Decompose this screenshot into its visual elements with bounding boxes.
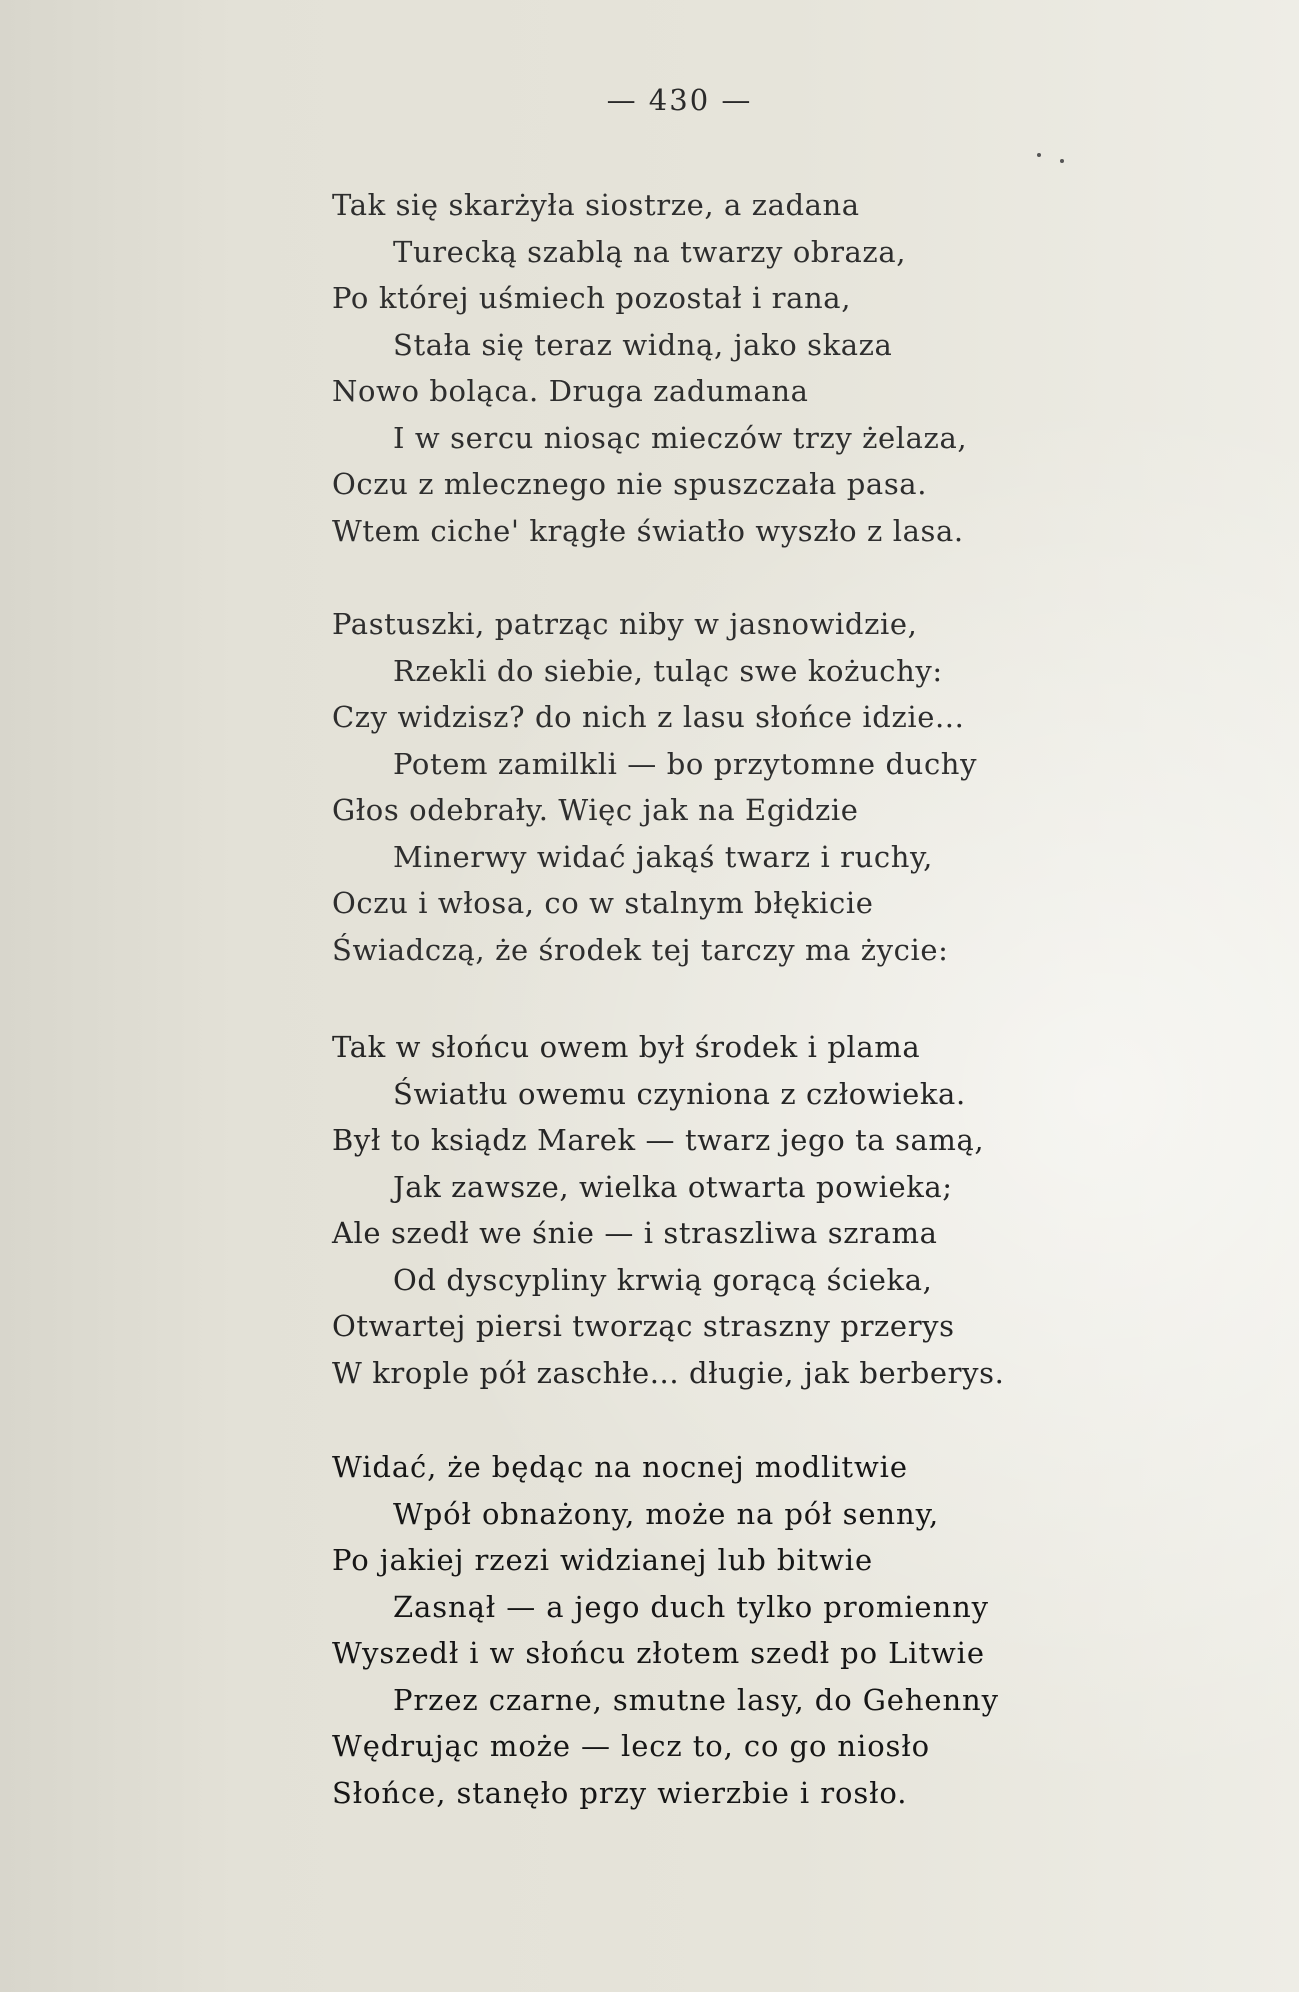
verse-line: Wędrując może — lecz to, co go niosło [332, 1729, 930, 1763]
print-speck [1037, 153, 1041, 157]
stanza [332, 601, 977, 973]
verse-line: Wyszedł i w słońcu złotem szedł po Litwie [332, 1636, 985, 1670]
verse-line: Nowo boląca. Druga zadumana [332, 374, 809, 408]
verse-line: Czy widzisz? do nich z lasu słońce idzie... [332, 700, 965, 734]
verse-line: Wpół obnażony, może na pół senny, [393, 1496, 940, 1531]
stanza [332, 1024, 1004, 1396]
verse-line: Głos odebrały. Więc jak na Egidzie [332, 793, 859, 827]
verse-line: Minerwy widać jakąś twarz i ruchy, [393, 839, 933, 874]
verse-line: Stała się teraz widną, jako skaza [393, 327, 893, 362]
verse-line: Światłu owemu czyniona z człowieka. [393, 1076, 966, 1111]
verse-line: Świadczą, że środek tej tarczy ma życie: [332, 932, 949, 967]
verse-line: Pastuszki, patrząc niby w jasnowidzie, [332, 607, 918, 641]
verse-line: Oczu z mlecznego nie spuszczała pasa. [332, 467, 928, 501]
print-speck [1060, 159, 1064, 163]
verse-line: Tak się skarżyła siostrze, a zadana [332, 188, 860, 222]
verse-line: Potem zamilkli — bo przytomne duchy [393, 746, 978, 781]
verse-line: Oczu i włosa, co w stalnym błękicie [332, 886, 874, 920]
verse-line: I w sercu niosąc mieczów trzy żelaza, [393, 420, 968, 455]
verse-line: Ale szedł we śnie — i straszliwa szrama [332, 1216, 938, 1250]
verse-line: Tak w słońcu owem był środek i plama [332, 1030, 921, 1064]
verse-line: Wtem ciche' krągłe światło wyszło z lasa. [332, 513, 964, 548]
verse-line: Turecką szablą na twarzy obraza, [393, 234, 907, 269]
page-number: — 430 — [606, 83, 753, 117]
verse-line: Jak zawsze, wielka otwarta powieka; [393, 1169, 953, 1204]
verse-line: Był to ksiądz Marek — twarz jego ta samą, [332, 1123, 985, 1157]
stanza [332, 1444, 999, 1816]
verse-line: Zasnął — a jego duch tylko promienny [393, 1589, 989, 1624]
verse-line: W krople pół zaschłe... długie, jak berberys. [332, 1355, 1005, 1390]
verse-line: Rzekli do siebie, tuląc swe kożuchy: [393, 653, 943, 688]
verse-line: Otwartej piersi tworząc straszny przerys [332, 1309, 955, 1343]
verse-line: Słońce, stanęło przy wierzbie i rosło. [332, 1775, 908, 1810]
verse-line: Po której uśmiech pozostał i rana, [332, 281, 852, 315]
verse-line: Przez czarne, smutne lasy, do Gehenny [393, 1682, 999, 1717]
verse-line: Po jakiej rzezi widzianej lub bitwie [332, 1543, 874, 1577]
stanza [332, 182, 967, 554]
verse-line: Widać, że będąc na nocnej modlitwie [332, 1450, 908, 1484]
verse-line: Od dyscypliny krwią gorącą ścieka, [393, 1262, 933, 1297]
